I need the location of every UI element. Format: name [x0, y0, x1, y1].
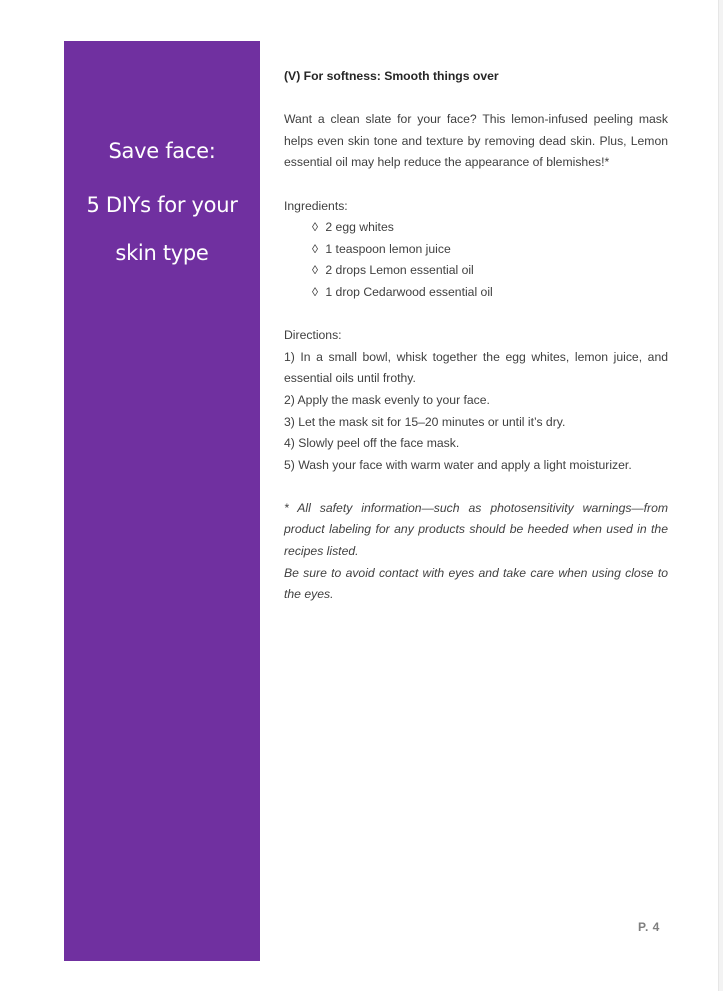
list-item: [284, 260, 668, 282]
ingredient-text: 1 teaspoon lemon juice: [325, 241, 451, 256]
direction-step: 3) Let the mask sit for 15–20 minutes or until it’s dry.: [284, 414, 566, 429]
safety-footnote: * All safety information—such as photosensitivity warnings—from product labeling for any products should be heeded when used in the recipes listed.: [284, 500, 668, 559]
ingredients-label: Ingredients:: [284, 198, 348, 213]
list-item: [284, 282, 668, 304]
diamond-bullet-icon: ◊: [312, 241, 319, 256]
eye-caution-note: Be sure to avoid contact with eyes and take care when using close to the eyes.: [284, 565, 668, 602]
sidebar-title-line: 5 DIYs for your: [86, 193, 238, 217]
intro-paragraph: Want a clean slate for your face? This lemon-infused peeling mask helps even skin tone and texture by removing dead skin. Plus, Lemon essential oil may help reduce the appearance of blemishes!*: [284, 112, 668, 170]
diamond-bullet-icon: ◊: [312, 220, 319, 235]
section-heading: (V) For softness: Smooth things over: [284, 69, 499, 83]
sidebar-title-line: Save face:: [108, 139, 216, 163]
ingredient-text: 2 egg whites: [325, 220, 394, 235]
direction-step: 5) Wash your face with warm water and apply a light moisturizer.: [284, 457, 632, 472]
sidebar-title-line: skin type: [115, 241, 209, 265]
list-item: [284, 239, 668, 261]
sidebar-banner: [64, 41, 260, 961]
sidebar-title: [64, 127, 260, 277]
directions-label: Directions:: [284, 328, 342, 343]
diamond-bullet-icon: ◊: [312, 284, 319, 299]
main-content: [284, 66, 668, 606]
list-item: [284, 217, 668, 239]
direction-step: 4) Slowly peel off the face mask.: [284, 436, 460, 451]
ingredient-text: 1 drop Cedarwood essential oil: [325, 284, 493, 299]
ingredient-text: 2 drops Lemon essential oil: [325, 263, 474, 278]
diamond-bullet-icon: ◊: [312, 263, 319, 278]
direction-step: 1) In a small bowl, whisk together the egg whites, lemon juice, and essential oils until frothy.: [284, 349, 668, 386]
direction-step: 2) Apply the mask evenly to your face.: [284, 392, 490, 407]
page-number: P. 4: [638, 920, 660, 934]
